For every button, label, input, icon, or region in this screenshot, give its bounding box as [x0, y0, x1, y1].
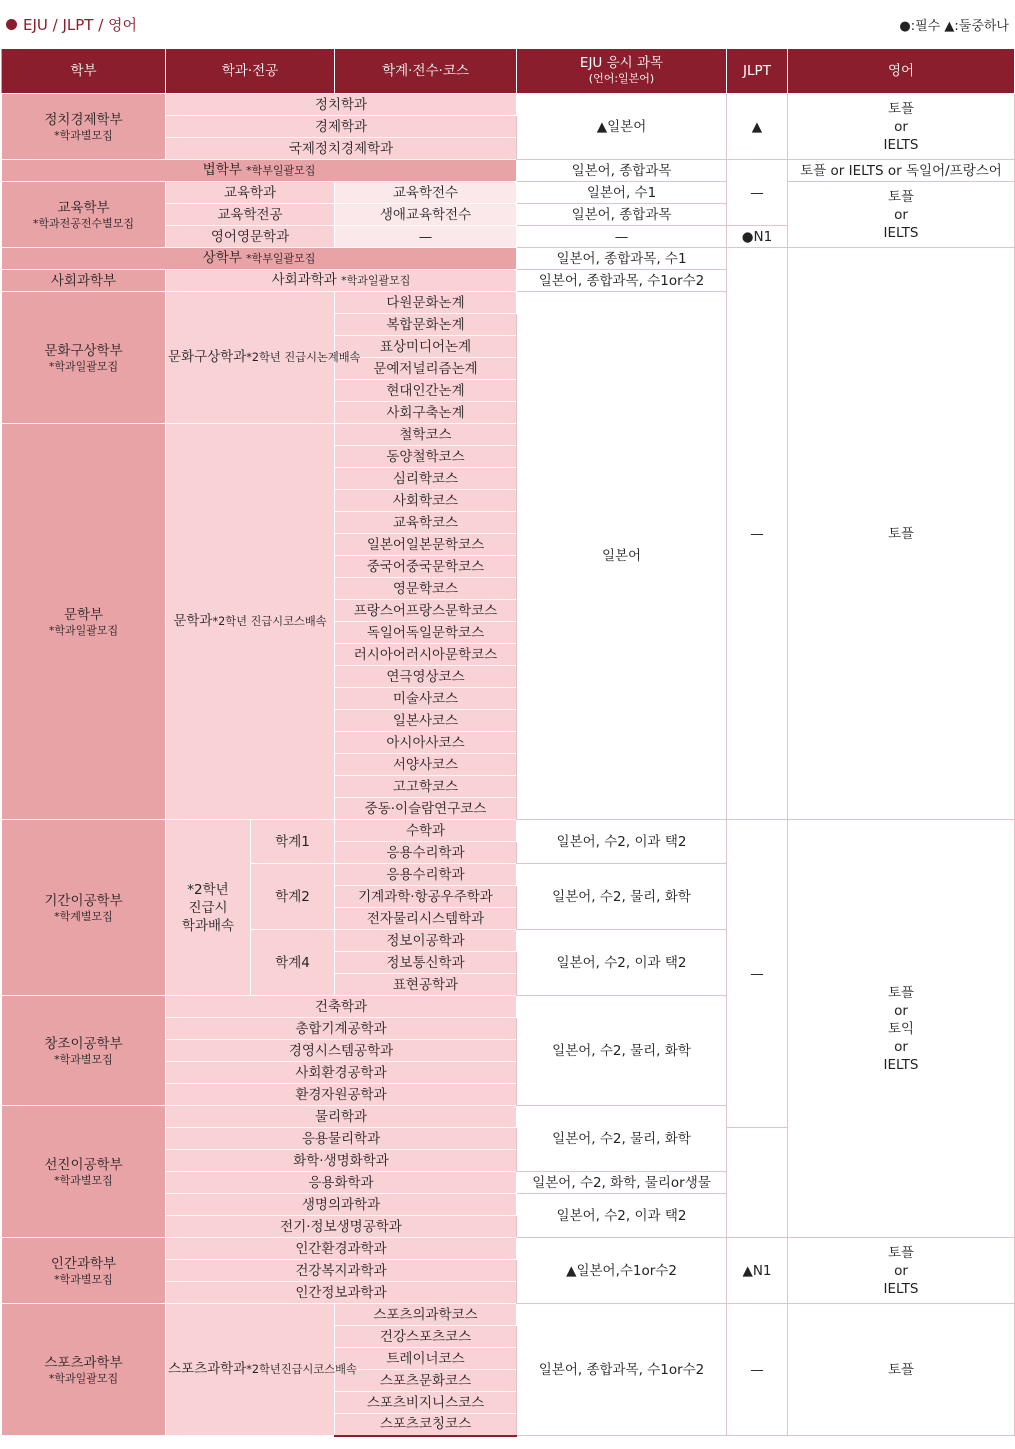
major-cell: 화학·생명화학과: [166, 1150, 517, 1172]
table-row: [2, 1304, 1015, 1326]
jlpt-cell: —: [727, 160, 788, 226]
course-cell: 수학과: [335, 820, 517, 842]
eju-cell: 일본어, 수2, 화학, 물리or생물: [517, 1172, 727, 1194]
eju-cell: 일본어, 수2, 이과 택2: [517, 1194, 727, 1238]
major-cell: 인간정보과학과: [166, 1282, 517, 1304]
division-cell: 학계2: [251, 864, 335, 930]
course-cell: —: [335, 226, 517, 248]
english-cell: 토플 or IELTS: [788, 1238, 1015, 1304]
course-cell: 독일어독일문학코스: [335, 622, 517, 644]
page-title: [6, 14, 137, 35]
table-row: [2, 1238, 1015, 1260]
course-cell: 스포츠문화코스: [335, 1370, 517, 1392]
course-cell: 영문학코스: [335, 578, 517, 600]
major-cell: 총합기계공학과: [166, 1018, 517, 1040]
eju-cell: 일본어, 종합과목: [517, 204, 727, 226]
course-cell: 생애교육학전수: [335, 204, 517, 226]
english-cell: 토플 or IELTS: [788, 94, 1015, 160]
course-cell: 복합문화논계: [335, 314, 517, 336]
course-cell: 프랑스어프랑스문학코스: [335, 600, 517, 622]
course-cell: 트레이너코스: [335, 1348, 517, 1370]
jlpt-cell: ●N1: [727, 226, 788, 248]
faculty-band: 상학부 *학부일괄모집: [2, 248, 517, 270]
major-cell: 물리학과: [166, 1106, 517, 1128]
jlpt-cell: ▲N1: [727, 1238, 788, 1304]
english-cell: 토플 or IELTS: [788, 182, 1015, 248]
course-cell: 일본사코스: [335, 710, 517, 732]
eju-cell: 일본어, 종합과목, 수1: [517, 248, 727, 270]
major-cell: 응용화학과: [166, 1172, 517, 1194]
eju-cell: ▲일본어: [517, 94, 727, 160]
course-cell: 정보통신학과: [335, 952, 517, 974]
course-cell: 연극영상코스: [335, 666, 517, 688]
major-cell: 스포츠과학과*2학년진급시코스배속: [166, 1304, 335, 1436]
course-cell: 철학코스: [335, 424, 517, 446]
course-cell: 응용수리학과: [335, 864, 517, 886]
major-cell: 경제학과: [166, 116, 517, 138]
major-cell: 인간환경과학과: [166, 1238, 517, 1260]
english-cell: 토플 or 토익 or IELTS: [788, 820, 1015, 1238]
major-cell: 교육학전공: [166, 204, 335, 226]
eju-cell: 일본어, 종합과목, 수1or수2: [517, 270, 727, 292]
course-cell: 러시아어러시아문학코스: [335, 644, 517, 666]
course-cell: 교육학전수: [335, 182, 517, 204]
major-cell: 문화구상학과*2학년 진급시논계배속: [166, 292, 335, 424]
major-cell: *2학년 진급시 학과배속: [166, 820, 251, 996]
english-cell: 토플: [788, 1304, 1015, 1436]
course-cell: 동양철학코스: [335, 446, 517, 468]
course-cell: 기계과학·항공우주학과: [335, 886, 517, 908]
faculty-cell: 사회과학부: [2, 270, 166, 292]
eju-cell: 일본어, 수2, 물리, 화학: [517, 864, 727, 930]
course-cell: 사회학코스: [335, 490, 517, 512]
major-cell: 건축학과: [166, 996, 517, 1018]
course-cell: 중국어중국문학코스: [335, 556, 517, 578]
table-row: [2, 160, 1015, 182]
page-header: [0, 0, 1015, 48]
jlpt-cell: —: [727, 820, 788, 1128]
course-cell: 스포츠코칭코스: [335, 1414, 517, 1436]
faculty-cell: 교육학부 *학과전공전수별모집: [2, 182, 166, 248]
course-cell: 아시아사코스: [335, 732, 517, 754]
faculty-cell: 창조이공학부 *학과별모집: [2, 996, 166, 1106]
course-cell: 응용수리학과: [335, 842, 517, 864]
major-cell: 경영시스템공학과: [166, 1040, 517, 1062]
page-title-text: EJU / JLPT / 영어: [23, 16, 138, 34]
eju-cell: 일본어, 종합과목, 수1or수2: [517, 1304, 727, 1436]
course-cell: 표상미디어논계: [335, 336, 517, 358]
major-cell: 전기·정보생명공학과: [166, 1216, 517, 1238]
course-cell: 심리학코스: [335, 468, 517, 490]
major-cell: 교육학과: [166, 182, 335, 204]
faculty-band: 법학부 *학부일괄모집: [2, 160, 517, 182]
jlpt-cell: —: [727, 1304, 788, 1436]
table-row: [2, 820, 1015, 842]
eju-cell: 일본어, 수2, 이과 택2: [517, 930, 727, 996]
course-cell: 고고학코스: [335, 776, 517, 798]
eju-cell: 일본어, 수2, 물리, 화학: [517, 996, 727, 1106]
course-cell: 표현공학과: [335, 974, 517, 996]
course-cell: 건강스포츠코스: [335, 1326, 517, 1348]
major-cell: 국제정치경제학과: [166, 138, 517, 160]
course-cell: 서양사코스: [335, 754, 517, 776]
jlpt-cell: ▲: [727, 94, 788, 160]
col-major: 학과·전공: [166, 49, 335, 94]
faculty-cell: 문화구상학부 *학과일괄모집: [2, 292, 166, 424]
course-cell: 중동·이슬람연구코스: [335, 798, 517, 820]
eju-cell: 일본어, 수2, 이과 택2: [517, 820, 727, 864]
course-cell: 스포츠비지니스코스: [335, 1392, 517, 1414]
table-row: [2, 182, 1015, 204]
faculty-cell: 문학부 *학과일괄모집: [2, 424, 166, 820]
eju-cell: ▲일본어,수1or수2: [517, 1238, 727, 1304]
bullet-dot-icon: [6, 19, 17, 30]
col-course: 학계·전수·코스: [335, 49, 517, 94]
course-cell: 사회구축논계: [335, 402, 517, 424]
course-cell: 교육학코스: [335, 512, 517, 534]
table-row: [2, 94, 1015, 116]
col-eju: EJU 응시 과목 (언어:일본어): [517, 49, 727, 94]
col-english: 영어: [788, 49, 1015, 94]
course-cell: 문예저널리즘논계: [335, 358, 517, 380]
requirements-table: [1, 48, 1015, 1437]
course-cell: 스포츠의과학코스: [335, 1304, 517, 1326]
major-cell: 문학과*2학년 진급시코스배속: [166, 424, 335, 820]
col-faculty: 학부: [2, 49, 166, 94]
eju-cell: 일본어: [517, 292, 727, 820]
major-cell: 생명의과학과: [166, 1194, 517, 1216]
course-cell: 일본어일본문학코스: [335, 534, 517, 556]
course-cell: 다원문화논계: [335, 292, 517, 314]
faculty-cell: 기간이공학부 *학계별모집: [2, 820, 166, 996]
course-cell: 정보이공학과: [335, 930, 517, 952]
course-cell: 미술사코스: [335, 688, 517, 710]
eju-cell: 일본어, 수1: [517, 182, 727, 204]
legend: ●:필수 ▲:둘중하나: [899, 19, 1009, 34]
course-cell: 전자물리시스템학과: [335, 908, 517, 930]
division-cell: 학계1: [251, 820, 335, 864]
eju-cell: —: [517, 226, 727, 248]
eju-cell: 일본어, 종합과목: [517, 160, 727, 182]
division-cell: 학계4: [251, 930, 335, 996]
english-cell: 토플 or IELTS or 독일어/프랑스어: [788, 160, 1015, 182]
table-row: [2, 248, 1015, 270]
eju-cell: 일본어, 수2, 물리, 화학: [517, 1106, 727, 1172]
faculty-cell: 인간과학부 *학과별모집: [2, 1238, 166, 1304]
major-cell: 정치학과: [166, 94, 517, 116]
major-cell: 사회환경공학과: [166, 1062, 517, 1084]
major-cell: 사회과학과 *학과일괄모집: [166, 270, 517, 292]
course-cell: 현대인간논계: [335, 380, 517, 402]
english-cell: 토플: [788, 248, 1015, 820]
major-cell: 응용물리학과: [166, 1128, 517, 1150]
faculty-cell: 정치경제학부 *학과별모집: [2, 94, 166, 160]
major-cell: 영어영문학과: [166, 226, 335, 248]
faculty-cell: 선진이공학부 *학과별모집: [2, 1106, 166, 1238]
faculty-cell: 스포츠과학부 *학과일괄모집: [2, 1304, 166, 1436]
table-header-row: [2, 49, 1015, 94]
col-jlpt: JLPT: [727, 49, 788, 94]
major-cell: 건강복지과학과: [166, 1260, 517, 1282]
major-cell: 환경자원공학과: [166, 1084, 517, 1106]
jlpt-cell: —: [727, 248, 788, 820]
